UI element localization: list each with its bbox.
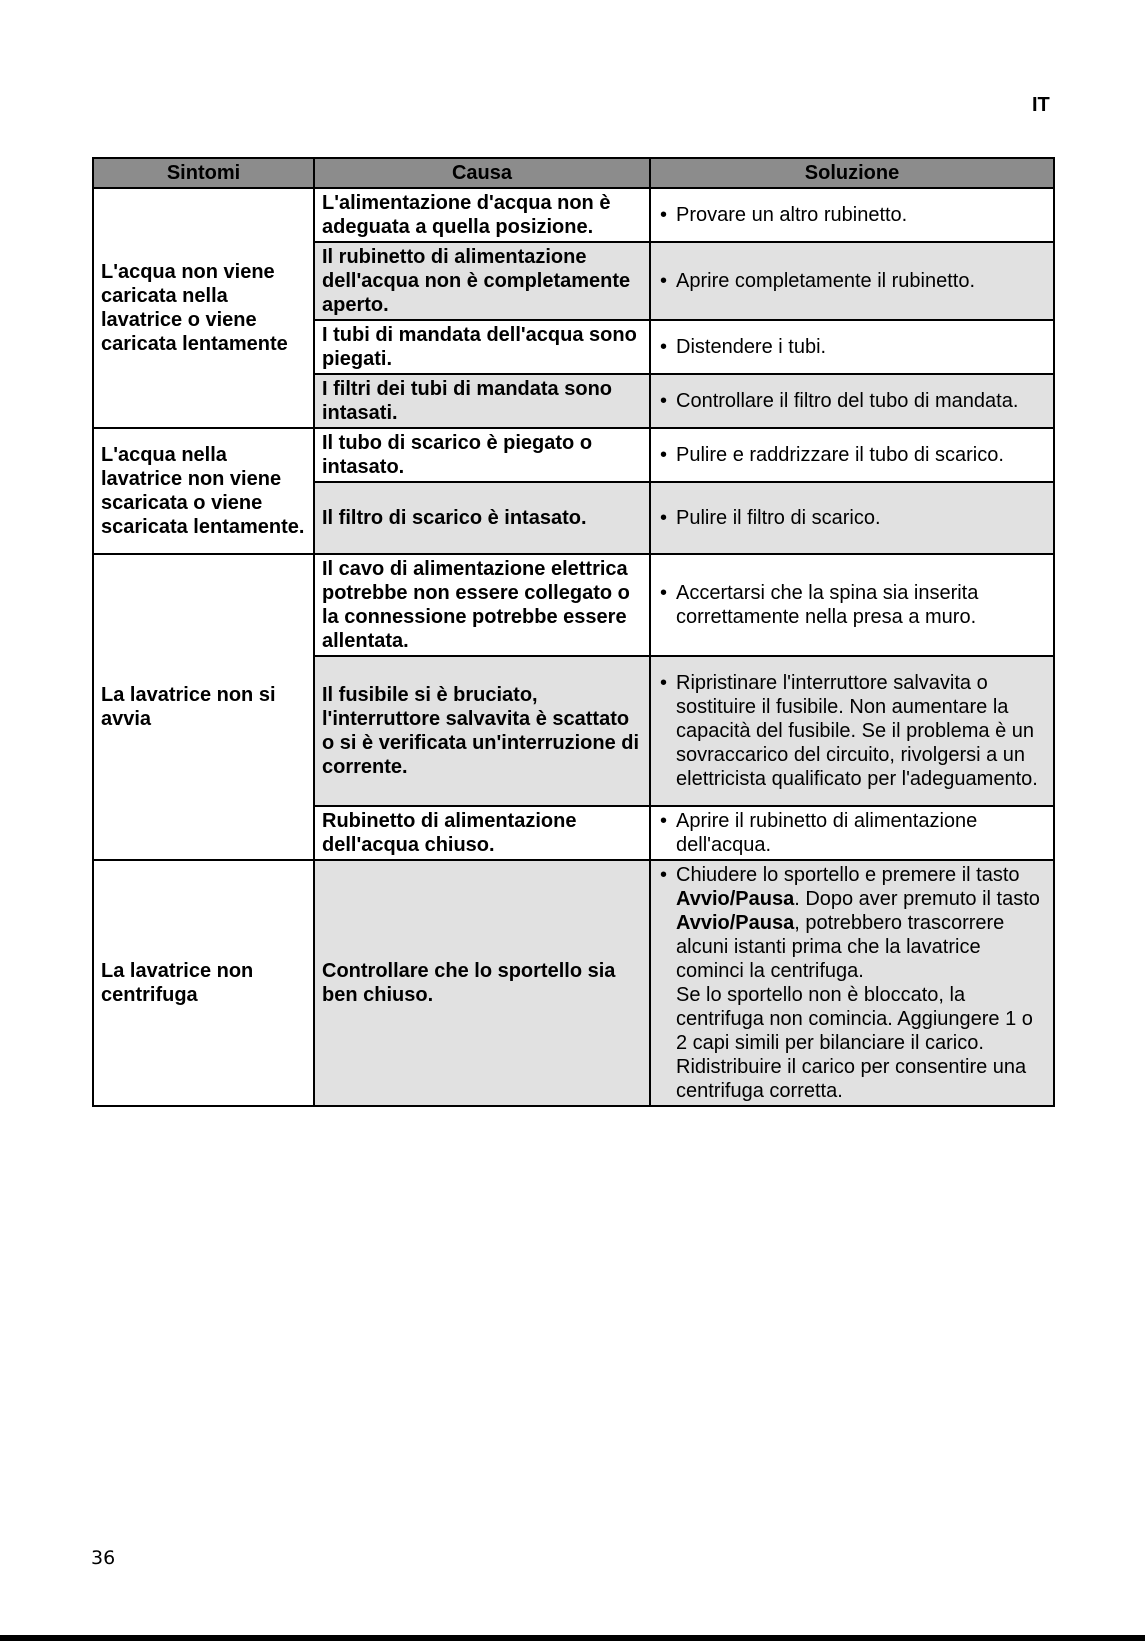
- bullet-icon: •: [660, 810, 668, 832]
- bullet-icon: •: [660, 204, 668, 226]
- solution-cell: • Controllare il filtro del tubo di mandata.: [650, 374, 1054, 428]
- solution-cell: • Pulire il filtro di scarico.: [650, 482, 1054, 554]
- header-solution: Soluzione: [650, 158, 1054, 188]
- cause-cell: L'alimentazione d'acqua non è adeguata a quella posizione.: [314, 188, 650, 242]
- symptom-cell: La lavatrice non centrifuga: [93, 860, 314, 1106]
- bullet-icon: •: [660, 864, 668, 886]
- bullet-icon: •: [660, 390, 668, 412]
- symptom-cell: L'acqua nella lavatrice non viene scaricata o viene scaricata lentamente.: [93, 428, 314, 554]
- cause-cell: Rubinetto di alimentazione dell'acqua chiuso.: [314, 806, 650, 860]
- bullet-icon: •: [660, 582, 668, 604]
- bottom-rule: [0, 1635, 1145, 1641]
- solution-cell: • Aprire il rubinetto di alimentazione dell'acqua.: [650, 806, 1054, 860]
- button-name-avvio-pausa: Avvio/Pausa: [676, 912, 795, 934]
- cause-cell: I tubi di mandata dell'acqua sono piegati.: [314, 320, 650, 374]
- table-row: [93, 860, 1054, 1106]
- table-row: [93, 188, 1054, 242]
- button-name-avvio-pausa: Avvio/Pausa: [676, 888, 795, 910]
- bullet-icon: •: [660, 270, 668, 292]
- symptom-cell: L'acqua non viene caricata nella lavatrice o viene caricata lentamente: [93, 188, 314, 428]
- language-code: IT: [1032, 94, 1050, 116]
- cause-cell: Controllare che lo sportello sia ben chiuso.: [314, 860, 650, 1106]
- cause-cell: Il cavo di alimentazione elettrica potrebbe non essere collegato o la connessione potrebbe essere allentata.: [314, 554, 650, 656]
- bullet-icon: •: [660, 672, 668, 694]
- header-symptoms: Sintomi: [93, 158, 314, 188]
- solution-cell: • Distendere i tubi.: [650, 320, 1054, 374]
- troubleshooting-table: [92, 157, 1055, 1107]
- table-header-row: [93, 158, 1054, 188]
- solution-cell: • Aprire completamente il rubinetto.: [650, 242, 1054, 320]
- solution-cell: • Chiudere lo sportello e premere il tasto Avvio/Pausa. Dopo aver premuto il tasto Avvio/Pausa, potrebbero trascorrere alcuni istanti prima che la lavatrice cominci la centrifuga. Se lo sportello non è bloccato, la centrifuga non comincia. Aggiungere 1 o 2 capi simili per bilanciare il carico. Ridistribuire il carico per consentire una centrifuga corretta.: [650, 860, 1054, 1106]
- symptom-cell: La lavatrice non si avvia: [93, 554, 314, 860]
- cause-cell: Il rubinetto di alimentazione dell'acqua non è completamente aperto.: [314, 242, 650, 320]
- table-row: [93, 554, 1054, 656]
- cause-cell: Il filtro di scarico è intasato.: [314, 482, 650, 554]
- solution-cell: • Accertarsi che la spina sia inserita correttamente nella presa a muro.: [650, 554, 1054, 656]
- solution-cell: • Provare un altro rubinetto.: [650, 188, 1054, 242]
- page-number: 36: [91, 1547, 116, 1569]
- table-row: [93, 428, 1054, 482]
- bullet-icon: •: [660, 444, 668, 466]
- cause-cell: I filtri dei tubi di mandata sono intasati.: [314, 374, 650, 428]
- bullet-icon: •: [660, 336, 668, 358]
- header-cause: Causa: [314, 158, 650, 188]
- bullet-icon: •: [660, 507, 668, 529]
- cause-cell: Il fusibile si è bruciato, l'interruttore salvavita è scattato o si è verificata un'interruzione di corrente.: [314, 656, 650, 806]
- solution-cell: • Ripristinare l'interruttore salvavita o sostituire il fusibile. Non aumentare la capacità del fusibile. Se il problema è un sovraccarico del circuito, rivolgersi a un elettricista qualificato per l'adeguamento.: [650, 656, 1054, 806]
- cause-cell: Il tubo di scarico è piegato o intasato.: [314, 428, 650, 482]
- solution-cell: • Pulire e raddrizzare il tubo di scarico.: [650, 428, 1054, 482]
